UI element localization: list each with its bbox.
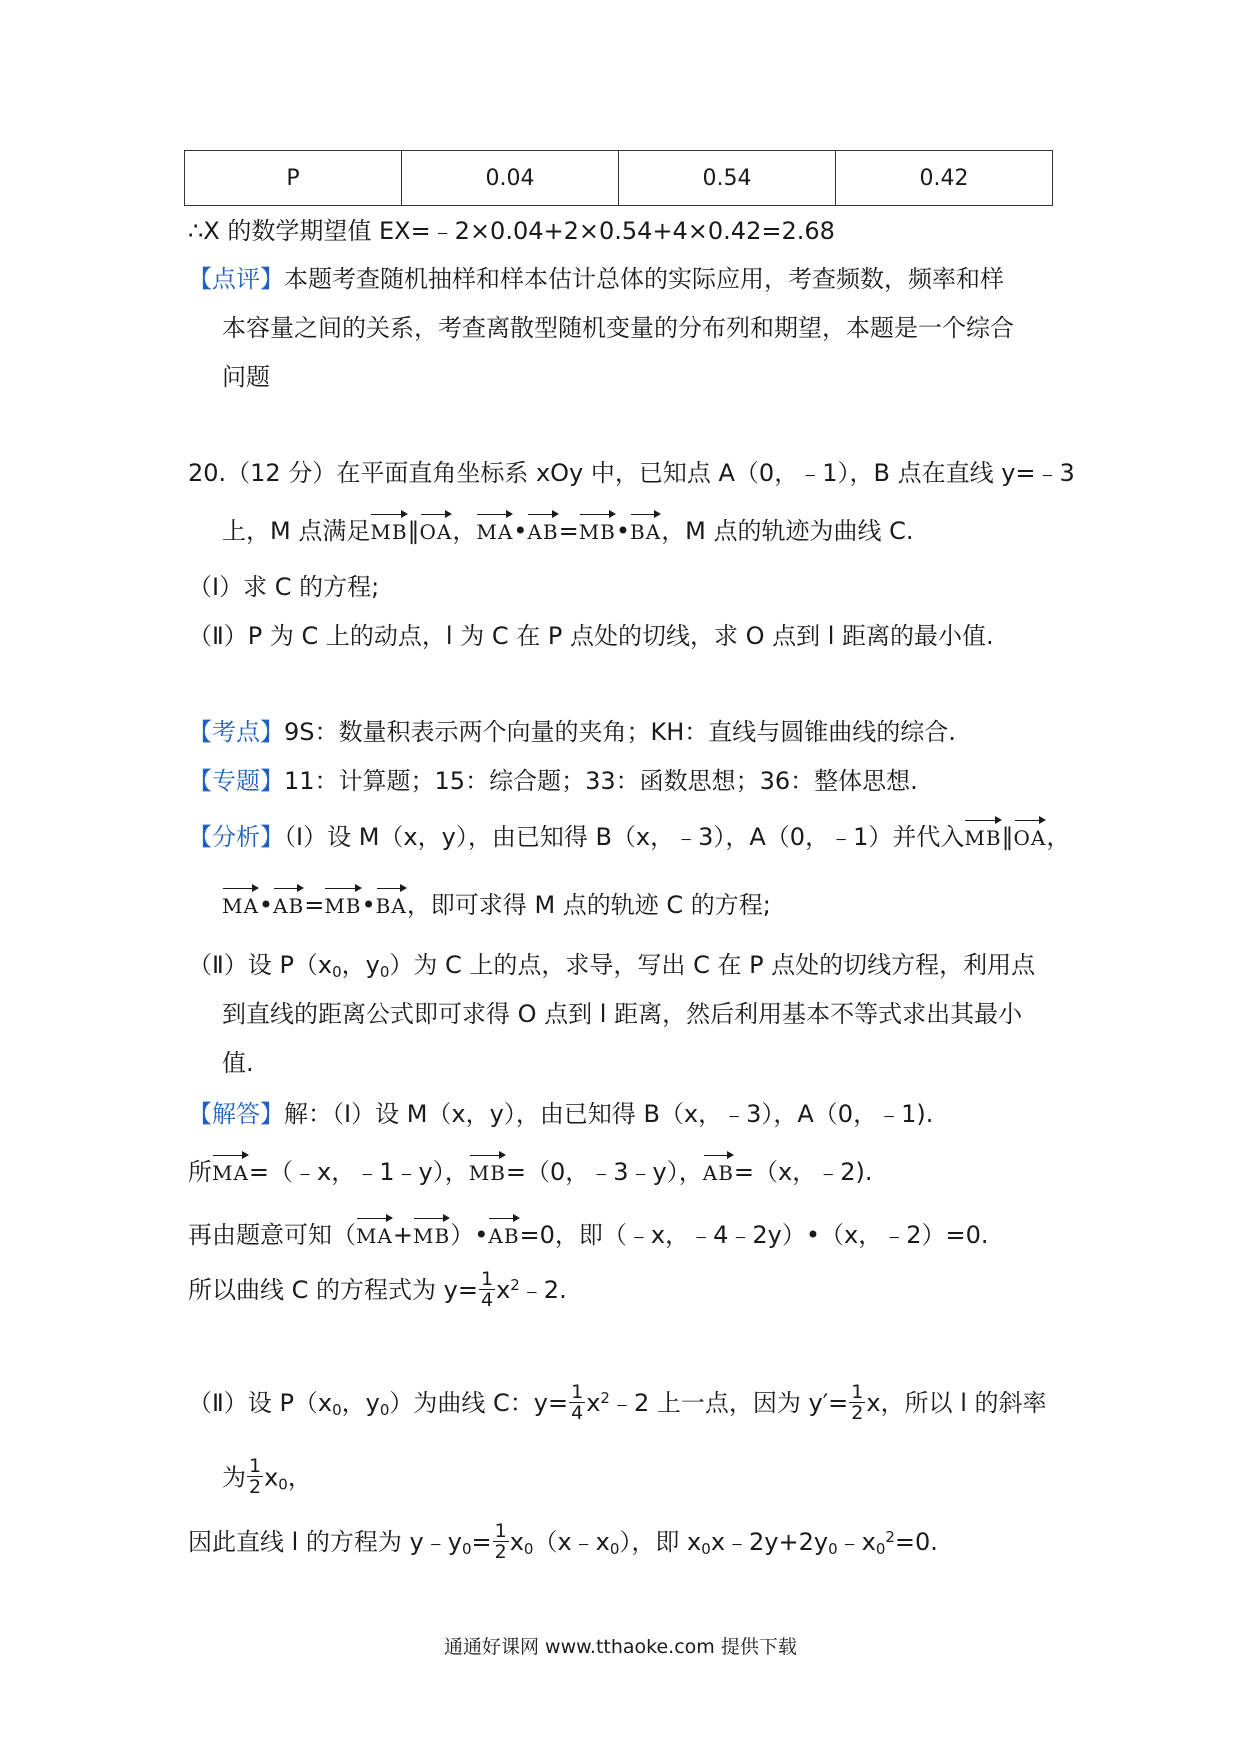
denominator: 4: [571, 1401, 584, 1424]
fenxi-text: ）为 C 上的点，求导，写出 C 在 P 点处的切线方程，利用点: [389, 951, 1036, 979]
numerator: 1: [494, 1519, 507, 1542]
comma: ，: [1046, 823, 1071, 851]
expectation-line: ∴X 的数学期望值 EX=﹣2×0.04+2×0.54+4×0.42=2.68: [188, 217, 835, 245]
jieda-part2-line-1: [188, 1380, 1047, 1425]
vector-oa: OA: [1014, 823, 1047, 853]
subscript: 0: [379, 963, 390, 981]
jieda-text: =（x，﹣2).: [733, 1158, 873, 1186]
review-line-2: 本容量之间的关系，考查离散型随机变量的分布列和期望，本题是一个综合: [222, 314, 1014, 342]
subscript: 0: [332, 963, 342, 981]
comma: ，: [452, 517, 477, 545]
denominator: 2: [851, 1401, 864, 1424]
kaodian-line: [188, 717, 956, 747]
fenxi-line-5: 值.: [222, 1049, 254, 1077]
subscript: 0: [701, 1540, 711, 1558]
problem-line-1: 20.（12 分）在平面直角坐标系 xOy 中，已知点 A（0，﹣1），B 点在直线 y=﹣3: [188, 459, 1075, 487]
jieda-text: =0，即（﹣x，﹣4﹣2y）•（x，﹣2）=0.: [519, 1221, 989, 1249]
jieda-text: ﹣2.: [519, 1276, 567, 1304]
vector-ma: MA: [476, 517, 513, 547]
exponent: 2: [510, 1276, 520, 1294]
fenxi-line-1: [188, 822, 1070, 853]
dot-symbol: •: [361, 891, 376, 919]
jieda-text: ）•: [450, 1221, 489, 1249]
jieda-text: ﹣x: [837, 1528, 876, 1556]
vector-ba: BA: [376, 891, 407, 921]
review-tag: 【点评】: [188, 265, 284, 293]
vector-mb: MB: [579, 517, 616, 547]
numerator: 1: [480, 1267, 494, 1290]
fraction-one-half: [493, 1521, 509, 1562]
table-cell: 0.42: [836, 151, 1053, 206]
jieda-text: =0.: [894, 1528, 938, 1556]
exponent: 2: [600, 1389, 610, 1407]
vector-mb: MB: [469, 1158, 506, 1188]
jieda-line-2: [188, 1157, 872, 1188]
parallel-symbol: ∥: [1001, 823, 1014, 851]
variable-x: x: [586, 1389, 601, 1417]
zhuanti-tag: 【专题】: [188, 767, 284, 795]
vector-ba: BA: [630, 517, 661, 547]
jieda-text: =（0，﹣3﹣y），: [505, 1158, 703, 1186]
vector-mb: MB: [370, 517, 407, 547]
jieda-line-1: [188, 1099, 933, 1129]
jieda-part2-line-2: [222, 1455, 312, 1500]
jieda-tag: 【解答】: [188, 1100, 284, 1128]
jieda-text: （Ⅱ）设 P（x: [188, 1389, 333, 1417]
numerator: 1: [249, 1455, 262, 1477]
problem-text: ，M 点的轨迹为曲线 C.: [661, 517, 914, 545]
fraction-one-half: [849, 1382, 865, 1423]
fraction-one-half: [247, 1456, 263, 1497]
fenxi-text: ，即可求得 M 点的轨迹 C 的方程;: [406, 891, 771, 919]
vector-ab: AB: [703, 1158, 734, 1188]
equals-symbol: =: [304, 891, 325, 919]
problem-part-1: （Ⅰ）求 C 的方程;: [188, 573, 380, 601]
vector-oa: OA: [420, 517, 453, 547]
denominator: 4: [480, 1288, 494, 1311]
jieda-text: 再由题意可知（: [188, 1221, 356, 1249]
vector-mb: MB: [324, 891, 361, 921]
parallel-symbol: ∥: [407, 517, 420, 545]
page-footer: 通通好课网 www.tthaoke.com 提供下载: [444, 1636, 797, 1658]
variable-x: x: [496, 1276, 511, 1304]
zhuanti-line: [188, 766, 918, 796]
jieda-part2-line-3: [188, 1519, 938, 1564]
vector-ma: MA: [212, 1158, 249, 1188]
dot-symbol: •: [615, 517, 631, 545]
zhuanti-text: 11：计算题；15：综合题；33：函数思想；36：整体思想.: [284, 767, 918, 795]
fraction-one-quarter: [569, 1382, 585, 1423]
table-cell: 0.54: [619, 151, 836, 206]
table-cell: P: [185, 151, 402, 206]
fenxi-line-3: [188, 950, 1035, 987]
vector-ma: MA: [222, 891, 259, 921]
vector-mb: MB: [413, 1221, 450, 1251]
jieda-text: （x﹣x: [533, 1528, 610, 1556]
vector-ma: MA: [356, 1221, 393, 1251]
kaodian-tag: 【考点】: [188, 718, 284, 746]
subscript: 0: [278, 1475, 288, 1494]
jieda-text: x: [264, 1463, 279, 1492]
table-cell: 0.04: [402, 151, 619, 206]
jieda-text: x﹣2y+2y: [710, 1528, 829, 1556]
review-text: 本题考查随机抽样和样本估计总体的实际应用，考查频数，频率和样: [284, 265, 1004, 293]
dot-symbol: •: [258, 891, 274, 919]
table-row: [185, 151, 1053, 206]
equals-symbol: =: [558, 517, 579, 545]
numerator: 1: [571, 1380, 584, 1403]
numerator: 1: [851, 1380, 864, 1403]
jieda-text: 因此直线 l 的方程为 y﹣y: [188, 1528, 462, 1556]
subscript: 0: [523, 1540, 534, 1558]
denominator: 2: [249, 1476, 262, 1498]
jieda-text: 为: [222, 1463, 246, 1492]
jieda-text: x: [509, 1528, 524, 1556]
fenxi-tag: 【分析】: [188, 823, 284, 851]
problem-part-2: （Ⅱ）P 为 C 上的动点，l 为 C 在 P 点处的切线，求 O 点到 l 距离的最小值.: [188, 622, 994, 650]
fenxi-text: （Ⅱ）设 P（x: [188, 951, 333, 979]
fenxi-text: （Ⅰ）设 M（x，y），由已知得 B（x，﹣3），A（0，﹣1）并代入: [284, 823, 965, 851]
subscript: 0: [828, 1540, 838, 1558]
fraction-one-quarter: [479, 1269, 495, 1310]
fenxi-line-4: 到直线的距离公式即可求得 O 点到 l 距离，然后利用基本不等式求出其最小: [222, 1000, 1023, 1028]
problem-line-2: [222, 516, 914, 547]
review-line-1: [188, 264, 1004, 294]
subscript: 0: [461, 1540, 472, 1558]
review-line-3: 问题: [222, 363, 270, 391]
vector-ab: AB: [488, 1221, 519, 1251]
problem-text: 上，M 点满足: [222, 517, 371, 545]
jieda-text: ，: [287, 1463, 312, 1492]
jieda-line-4: [188, 1267, 567, 1312]
jieda-text: 所以曲线 C 的方程式为 y=: [188, 1276, 478, 1304]
jieda-text: =: [471, 1528, 492, 1556]
fenxi-text: ，y: [341, 951, 380, 979]
jieda-text: ，y: [341, 1389, 380, 1417]
subscript: 0: [379, 1401, 390, 1419]
jieda-text: 解：（Ⅰ）设 M（x，y），由已知得 B（x，﹣3），A（0，﹣1).: [284, 1100, 934, 1128]
plus-symbol: +: [392, 1221, 414, 1249]
jieda-line-3: [188, 1220, 988, 1251]
jieda-text: ），即 x: [619, 1528, 702, 1556]
dot-symbol: •: [513, 517, 528, 545]
fenxi-line-2: [222, 890, 771, 921]
denominator: 2: [494, 1540, 507, 1563]
subscript: 0: [875, 1540, 886, 1558]
jieda-text: 所: [188, 1158, 212, 1186]
subscript: 0: [609, 1540, 620, 1558]
jieda-text: ）为曲线 C：y=: [389, 1389, 569, 1417]
exponent: 2: [885, 1528, 895, 1546]
jieda-text: x，所以 l 的斜率: [866, 1389, 1047, 1417]
jieda-text: ﹣2 上一点，因为 y′=: [609, 1389, 849, 1417]
probability-table: [184, 150, 1053, 206]
jieda-text: =（﹣x，﹣1﹣y），: [248, 1158, 469, 1186]
subscript: 0: [332, 1401, 342, 1419]
vector-ab: AB: [273, 891, 304, 921]
kaodian-text: 9S：数量积表示两个向量的夹角；KH：直线与圆锥曲线的综合.: [284, 718, 956, 746]
vector-ab: AB: [527, 517, 558, 547]
vector-mb: MB: [964, 823, 1001, 853]
